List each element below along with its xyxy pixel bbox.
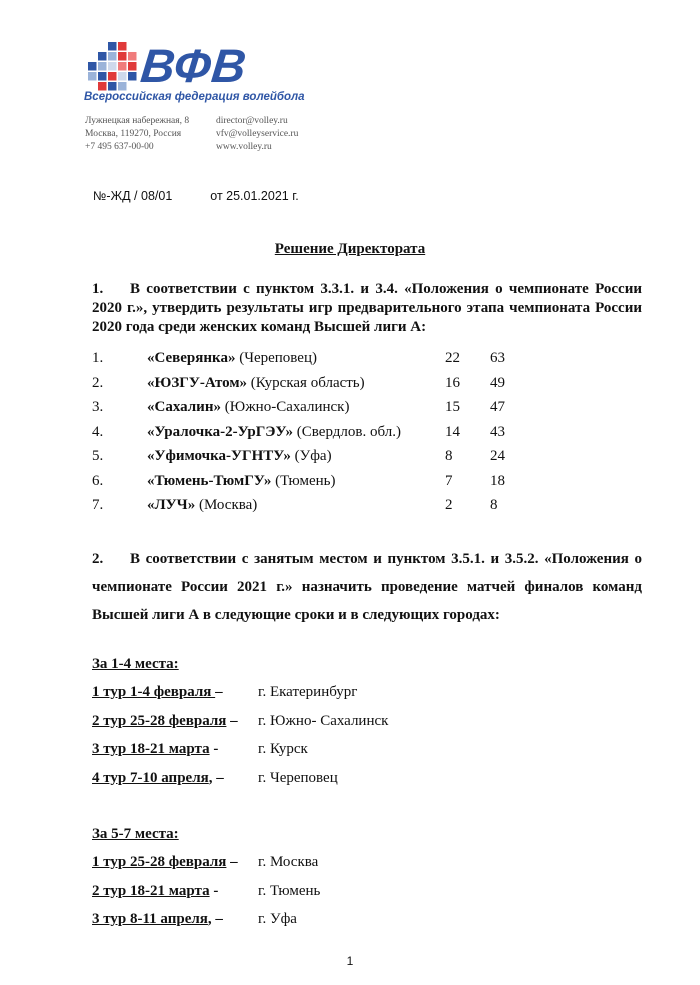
result-place: 7. xyxy=(92,497,104,513)
team-city: (Курская область) xyxy=(250,374,365,391)
volleyball-logo-icon xyxy=(84,38,142,96)
team-name: «Уралочка-2-УрГЭУ» xyxy=(147,423,294,440)
schedule-places-5-7 xyxy=(92,826,321,927)
result-row xyxy=(92,473,652,493)
contacts-block xyxy=(216,115,298,154)
logo-tile xyxy=(108,62,117,71)
logo-subtitle: Всероссийская федерация волейбола xyxy=(84,91,305,103)
logo-tile xyxy=(118,82,127,91)
section-1-text xyxy=(92,280,642,337)
team-city: (Москва) xyxy=(198,497,258,513)
result-points: 49 xyxy=(490,374,505,391)
logo-tile xyxy=(98,62,107,71)
logo-tile xyxy=(108,82,117,91)
section-2-text xyxy=(92,545,642,629)
tour-label: 3 тур 18-21 марта xyxy=(92,741,210,757)
logo-tile xyxy=(128,72,137,81)
result-points: 18 xyxy=(490,472,505,489)
result-place: 5. xyxy=(92,448,104,464)
result-row xyxy=(92,375,652,395)
result-points: 8 xyxy=(490,497,498,513)
logo-tile xyxy=(108,72,117,81)
team-city: (Череповец) xyxy=(239,350,317,366)
result-row xyxy=(92,424,652,444)
section-body: В соответствии с занятым местом и пунктом 3.5.1. и 3.5.2. «Положения о чемпионате России 2021 г.» назначить проведение матчей финалов команд Высшей лиги А в следующие сроки и в следующих городах: xyxy=(92,551,642,623)
tour-label: 3 тур 8-11 апреля xyxy=(92,911,208,927)
address-block xyxy=(85,115,189,154)
result-games: 14 xyxy=(445,423,460,440)
logo-tile xyxy=(118,72,127,81)
result-row xyxy=(92,350,652,370)
website: www.volley.ru xyxy=(216,142,272,152)
tour-label: 4 тур 7-10 апреля xyxy=(92,769,209,786)
title-text: Решение Директората xyxy=(274,241,426,257)
tour-dates xyxy=(92,713,238,730)
tour-separator: - xyxy=(209,741,219,757)
result-points: 24 xyxy=(490,448,505,464)
schedule-heading: За 1-4 места: xyxy=(92,656,179,672)
tour-city: г. Курск xyxy=(258,741,308,757)
logo-tile xyxy=(98,52,107,61)
tour-label: 2 тур 25-28 февраля xyxy=(92,712,227,729)
section-number: 2. xyxy=(92,551,104,567)
result-place: 2. xyxy=(92,374,104,391)
logo-tile xyxy=(98,72,107,81)
result-place: 3. xyxy=(92,399,104,415)
logo-tile xyxy=(118,42,127,51)
result-row xyxy=(92,448,652,468)
result-team xyxy=(147,399,349,416)
result-row xyxy=(92,497,652,517)
result-games: 8 xyxy=(445,448,453,464)
tour-separator: - xyxy=(209,882,219,899)
address-line: Лужнецкая набережная, 8 xyxy=(85,116,190,126)
result-games: 22 xyxy=(445,350,460,366)
result-place: 4. xyxy=(92,423,104,440)
tour-label: 1 тур 25-28 февраля xyxy=(92,854,227,870)
result-team xyxy=(147,375,365,392)
team-name: «Северянка» xyxy=(147,350,236,366)
tour-dates xyxy=(92,684,223,701)
result-points: 63 xyxy=(490,350,505,366)
document-number: №-ЖД / 08/01 xyxy=(93,189,173,203)
tour-separator: – xyxy=(215,684,223,700)
team-city: (Уфа) xyxy=(294,448,332,464)
result-place: 6. xyxy=(92,472,104,489)
team-name: «Уфимочка-УГНТУ» xyxy=(147,448,291,464)
result-place: 1. xyxy=(92,350,104,366)
tour-separator: – xyxy=(226,712,238,729)
result-team xyxy=(147,497,257,514)
result-row xyxy=(92,399,652,419)
tour-dates xyxy=(92,911,223,928)
tour-separator: – xyxy=(226,854,238,870)
tour-city: г. Южно- Сахалинск xyxy=(258,712,389,729)
logo-tile xyxy=(108,42,117,51)
tour-separator: , – xyxy=(207,911,223,927)
document-number-line xyxy=(93,189,299,203)
logo-tile xyxy=(128,52,137,61)
section-body: В соответствии с пунктом 3.3.1. и 3.4. «Положения о чемпионате России 2020 г.», утвердить результаты игр предварительного этапа чемпионата России 2020 года среди женских команд Высшей лиги А: xyxy=(92,281,642,335)
logo-tile xyxy=(128,62,137,71)
result-games: 2 xyxy=(445,497,453,513)
schedule-places-1-4 xyxy=(92,656,389,786)
team-city: (Свердлов. обл.) xyxy=(296,423,401,440)
logo-tile xyxy=(118,62,127,71)
team-name: «Тюмень-ТюмГУ» xyxy=(147,472,272,489)
tour-dates xyxy=(92,770,224,787)
logo-tile xyxy=(88,72,97,81)
logo-tile xyxy=(118,52,127,61)
result-games: 16 xyxy=(445,374,460,391)
document-date: от 25.01.2021 г. xyxy=(210,189,299,203)
page-number: 1 xyxy=(346,954,354,968)
tour-city: г. Череповец xyxy=(258,769,338,786)
email-director: director@volley.ru xyxy=(216,116,288,126)
team-city: (Тюмень) xyxy=(275,472,336,489)
phone-number: +7 495 637-00-00 xyxy=(85,142,154,152)
tour-dates xyxy=(92,741,218,758)
logo-tile xyxy=(108,52,117,61)
schedule-heading: За 5-7 места: xyxy=(92,826,179,842)
result-games: 15 xyxy=(445,399,460,415)
result-team xyxy=(147,350,317,367)
team-name: «Сахалин» xyxy=(147,399,221,415)
tour-label: 2 тур 18-21 марта xyxy=(92,882,210,899)
result-team xyxy=(147,424,401,441)
tour-separator: , – xyxy=(208,769,224,786)
tour-label: 1 тур 1-4 февраля xyxy=(92,684,216,700)
email-vfv: vfv@volleyservice.ru xyxy=(216,129,299,139)
tour-city: г. Екатеринбург xyxy=(258,684,358,700)
tour-city: г. Москва xyxy=(258,854,319,870)
tour-dates xyxy=(92,854,238,871)
section-number: 1. xyxy=(92,281,104,297)
logo-tile xyxy=(98,82,107,91)
team-name: «ЛУЧ» xyxy=(147,497,196,513)
result-team xyxy=(147,473,336,490)
tour-city: г. Тюмень xyxy=(258,882,321,899)
logo-tile xyxy=(88,62,97,71)
result-team xyxy=(147,448,332,465)
logo-wordmark: ВФВ xyxy=(138,39,250,92)
address-line: Москва, 119270, Россия xyxy=(85,129,182,139)
team-name: «ЮЗГУ-Атом» xyxy=(147,374,248,391)
tour-dates xyxy=(92,883,218,900)
result-games: 7 xyxy=(445,472,453,489)
tour-city: г. Уфа xyxy=(258,911,297,927)
document-title xyxy=(0,241,700,258)
team-city: (Южно-Сахалинск) xyxy=(224,399,350,415)
result-points: 47 xyxy=(490,399,505,415)
result-points: 43 xyxy=(490,423,505,440)
